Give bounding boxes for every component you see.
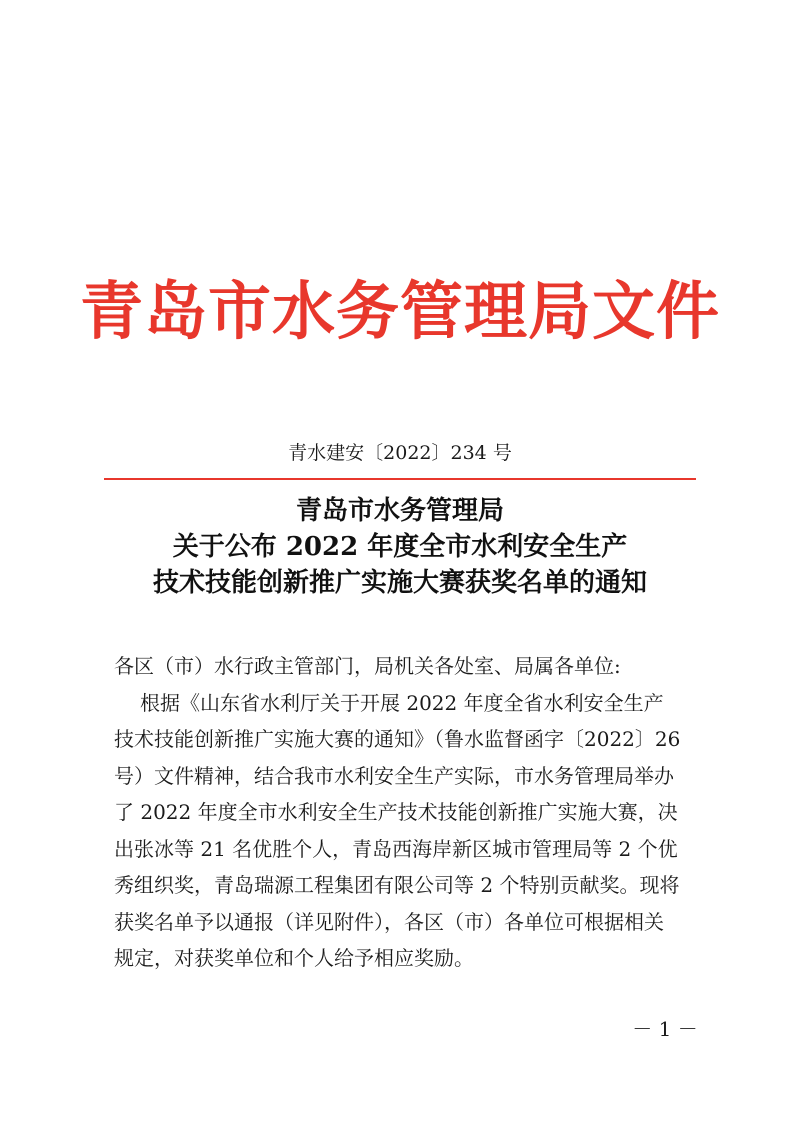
masthead-title: 青岛市水务管理局文件 [80, 275, 720, 348]
body-line: 获奖名单予以通报（详见附件），各区（市）各单位可根据相关 [114, 909, 664, 934]
title-line: 关于公布 2022 年度全市水利安全生产 [172, 532, 628, 562]
body-line: 根据《山东省水利厅关于开展 2022 年度全省水利安全生产 [140, 690, 664, 715]
title-line: 青岛市水务管理局 [295, 496, 504, 526]
salutation: 各区（市）水行政主管部门，局机关各处室、局属各单位: [114, 654, 621, 678]
body-line: 技术技能创新推广实施大赛的通知》（鲁水监督函字〔2022〕26 [114, 727, 681, 751]
body-line: 规定，对获奖单位和个人给予相应奖励。 [114, 946, 474, 970]
body-line: 出张冰等 21 名优胜个人，青岛西海岸新区城市管理局等 2 个优 [114, 836, 678, 861]
body-paragraph [114, 685, 696, 977]
body-line: 了 2022 年度全市水利安全生产技术技能创新推广实施大赛，决 [114, 800, 678, 824]
notice-title [0, 493, 800, 601]
page-number: － 1 － [632, 1017, 698, 1041]
red-divider-rule [104, 478, 696, 480]
notice-body [114, 648, 696, 977]
body-line: 秀组织奖，青岛瑞源工程集团有限公司等 2 个特别贡献奖。现将 [114, 873, 680, 897]
title-line: 技术技能创新推广实施大赛获奖名单的通知 [152, 568, 647, 598]
body-line: 号）文件精神，结合我市水利安全生产实际，市水务管理局举办 [114, 763, 674, 788]
document-number: 青水建安〔2022〕234 号 [288, 442, 512, 464]
